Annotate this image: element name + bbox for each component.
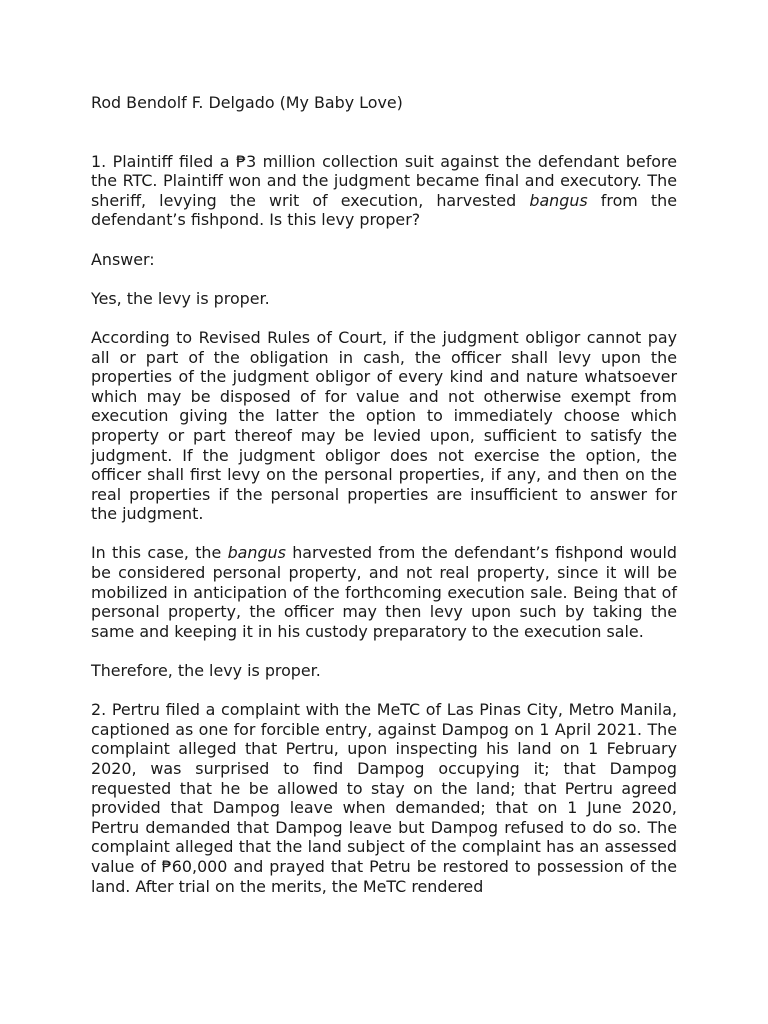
conclusion-paragraph: Therefore, the levy is proper.: [91, 661, 321, 681]
application-paragraph: [91, 543, 677, 641]
document-body: [91, 93, 677, 916]
question-2: 2. Pertru filed a complaint with the MeTC of Las Pinas City, Metro Manila, captioned as one for forcible entry, against Dampog on 1 April 2021. The complaint alleged that Pertru, upon inspecting his land on 1 February 2020, was surprised to find Dampog occupying it; that Dampog requested that he be allowed to stay on the land; that Pertru agreed provided that Dampog leave when demanded; that on 1 June 2020, Pertru demanded that Dampog leave but Dampog refused to do so. The complaint alleged that the land subject of the complaint has an assessed value of ₱60,000 and prayed that Petru be restored to possession of the land. After trial on the merits, the MeTC rendered: [91, 700, 677, 896]
answer-short: Yes, the levy is proper.: [91, 288, 270, 308]
question-1-text-b: from the defendant’s fishpond. Is this levy proper?: [91, 190, 677, 230]
rule-paragraph: According to Revised Rules of Court, if the judgment obligor cannot pay all or part of the obligation in cash, the officer shall levy upon the properties of the judgment obligor of every kind and nature whatsoever which may be disposed of for value and not otherwise exempt from execution giving the latter the option to immediately choose which property or part thereof may be levied upon, sufficient to satisfy the judgment. If the judgment obligor does not exercise the option, the officer shall first levy on the personal properties, if any, and then on the real properties if the personal properties are insufficient to answer for the judgment.: [91, 327, 677, 524]
application-text-a: In this case, the: [91, 543, 228, 563]
question-1: [91, 152, 677, 230]
application-text-b: harvested from the defendant’s fishpond would be considered personal property, and not real property, since it will be mobilized in anticipation of the forthcoming execution sale. Being that of personal property, the officer may then levy upon such by taking the same and keeping it in his custody preparatory to the execution sale.: [91, 543, 677, 641]
question-1-text-a: 1. Plaintiff filed a ₱3 million collection suit against the defendant before the RTC. Plaintiff won and the judgment became final and executory. The sheriff, levying the writ of execution, harvested: [91, 151, 677, 210]
application-emphasis: bangus: [227, 543, 286, 563]
answer-label: Answer:: [91, 249, 155, 269]
question-1-emphasis: bangus: [529, 190, 588, 210]
author-line: Rod Bendolf F. Delgado (My Baby Love): [91, 93, 403, 112]
